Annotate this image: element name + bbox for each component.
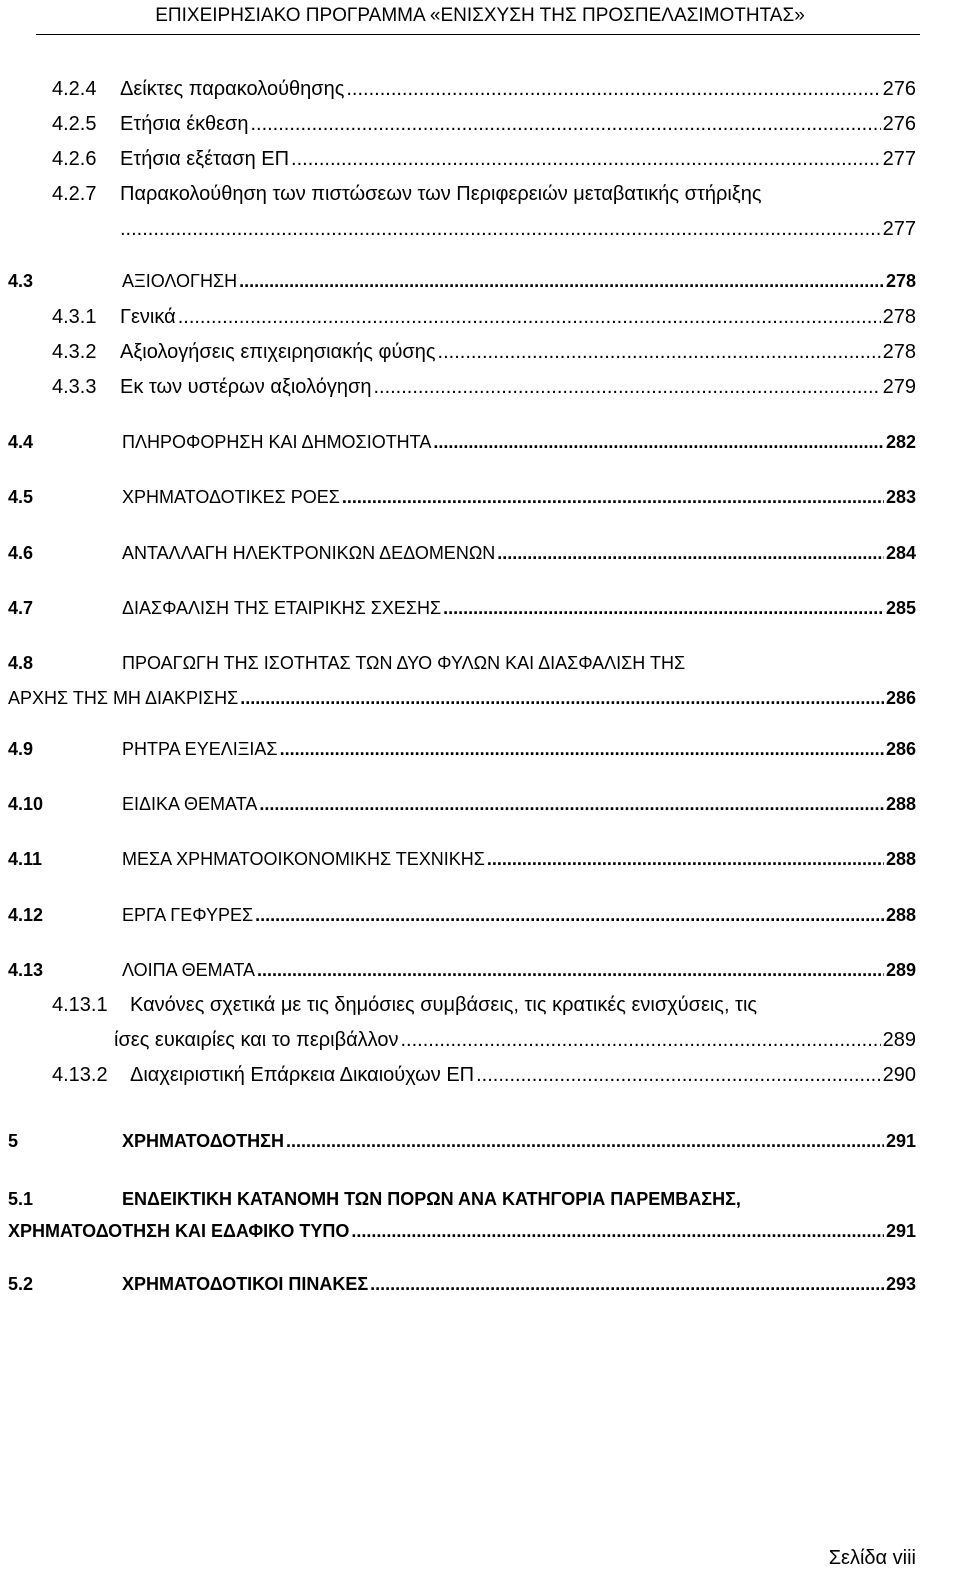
toc-entry[interactable] [8, 957, 916, 984]
toc-leader [443, 595, 884, 622]
toc-number: 4.13 [8, 960, 44, 980]
toc-number: 4.5 [8, 487, 34, 507]
toc-page: 284 [885, 543, 916, 563]
toc-title: Παρακολούθηση των πιστώσεων των Περιφερειών μεταβατικής στήριξης [120, 183, 762, 205]
toc-entry[interactable] [8, 268, 916, 295]
toc-leader [259, 791, 884, 818]
toc-title: Αξιολογήσεις επιχειρησιακής φύσης [120, 341, 436, 363]
toc-number: 4.6 [8, 543, 34, 563]
toc-number: 4.2.4 [52, 78, 97, 100]
toc-title: ΧΡΗΜΑΤΟΔΟΤΙΚΟΙ ΠΙΝΑΚΕΣ [122, 1274, 369, 1294]
toc-title: ΕΙΔΙΚΑ ΘΕΜΑΤΑ [122, 794, 258, 814]
toc-entry[interactable] [52, 146, 916, 173]
toc-page: 282 [885, 432, 916, 452]
toc-page: 291 [885, 1131, 916, 1151]
toc-title: Ετήσια εξέταση ΕΠ [120, 148, 290, 170]
toc-number: 5.2 [8, 1274, 34, 1294]
toc-title: Ετήσια έκθεση [120, 113, 249, 135]
toc-title: ΜΕΣΑ ΧΡΗΜΑΤΟΟΙΚΟΝΟΜΙΚΗΣ ΤΕΧΝΙΚΗΣ [122, 849, 485, 869]
toc-entry[interactable] [8, 1186, 916, 1248]
toc-page: 289 [885, 960, 916, 980]
toc-page: 288 [885, 794, 916, 814]
toc-number: 4.12 [8, 905, 44, 925]
toc-number: 4.8 [8, 653, 34, 673]
toc-leader [255, 902, 884, 929]
toc-number: 4.7 [8, 598, 34, 618]
toc-title: Κανόνες σχετικά με τις δημόσιες συμβάσεις, τις κρατικές ενισχύσεις, τις [130, 994, 758, 1016]
toc-entry[interactable] [8, 736, 916, 763]
toc-entry[interactable] [52, 374, 916, 401]
toc-title: Εκ των υστέρων αξιολόγηση [120, 376, 372, 398]
toc-entry[interactable] [8, 846, 916, 873]
toc-leader [240, 685, 884, 712]
toc-title: Δείκτες παρακολούθησης [120, 78, 345, 100]
toc-leader [400, 1027, 880, 1054]
toc-leader [476, 1062, 881, 1089]
toc-page: 288 [885, 849, 916, 869]
toc-entry[interactable] [8, 650, 916, 712]
toc-leader [291, 146, 881, 173]
toc-title: ΕΡΓΑ ΓΕΦΥΡΕΣ [122, 905, 254, 925]
toc-title: ΑΞΙΟΛΟΓΗΣΗ [122, 271, 238, 291]
toc-number: 4.10 [8, 794, 44, 814]
toc-leader [433, 429, 884, 456]
toc-leader [373, 374, 880, 401]
toc-title-continued: ΧΡΗΜΑΤΟΔΟΤΗΣΗ ΚΑΙ ΕΔΑΦΙΚΟ ΤΥΠΟ [8, 1221, 350, 1241]
toc-page: 278 [885, 271, 916, 291]
toc-page: 286 [885, 688, 916, 708]
toc-number: 4.2.6 [52, 148, 97, 170]
toc-leader [438, 339, 881, 366]
toc-title: ΧΡΗΜΑΤΟΔΟΤΗΣΗ [122, 1131, 284, 1151]
toc-title: ΑΝΤΑΛΛΑΓΗ ΗΛΕΚΤΡΟΝΙΚΩΝ ΔΕΔΟΜΕΝΩΝ [122, 543, 496, 563]
toc-number: 4.3.1 [52, 306, 97, 328]
toc-leader [280, 736, 884, 763]
toc-page: 293 [885, 1274, 916, 1294]
toc-leader [178, 304, 881, 331]
toc-entry[interactable] [8, 1271, 916, 1298]
toc-number: 4.13.2 [52, 1064, 108, 1086]
toc-leader [120, 216, 881, 243]
toc-number: 4.2.7 [52, 183, 97, 205]
toc-leader [497, 540, 884, 567]
toc-entry[interactable] [8, 540, 916, 567]
toc-title: ΠΡΟΑΓΩΓΗ ΤΗΣ ΙΣΟΤΗΤΑΣ ΤΩΝ ΔΥΟ ΦΥΛΩΝ ΚΑΙ ΔΙΑΣΦΑΛΙΣΗ ΤΗΣ [122, 653, 686, 673]
toc-leader [487, 846, 884, 873]
toc-page: 277 [882, 218, 916, 240]
toc-entry[interactable] [8, 902, 916, 929]
toc-number: 5 [8, 1131, 19, 1151]
page-number-footer: Σελίδα viii [828, 1547, 916, 1569]
toc-page: 278 [882, 341, 916, 363]
toc-entry[interactable] [52, 992, 916, 1054]
toc-leader [342, 484, 884, 511]
toc-page: 285 [885, 598, 916, 618]
toc-title: ΕΝΔΕΙΚΤΙΚΗ ΚΑΤΑΝΟΜΗ ΤΩΝ ΠΟΡΩΝ ΑΝΑ ΚΑΤΗΓΟΡΙΑ ΠΑΡΕΜΒΑΣΗΣ, [122, 1189, 741, 1209]
toc-leader [370, 1271, 884, 1298]
toc-page: 276 [882, 113, 916, 135]
toc-number: 4.3.2 [52, 341, 97, 363]
toc-entry[interactable] [52, 1062, 916, 1089]
toc-page: 283 [885, 487, 916, 507]
toc-title-continued: ΑΡΧΗΣ ΤΗΣ ΜΗ ΔΙΑΚΡΙΣΗΣ [8, 688, 239, 708]
toc-title-continued: ίσες ευκαιρίες και το περιβάλλον [114, 1029, 399, 1051]
toc-page: 291 [885, 1221, 916, 1241]
toc-entry[interactable] [8, 484, 916, 511]
toc-number: 4.4 [8, 432, 34, 452]
toc-leader [257, 957, 884, 984]
toc-number: 4.11 [8, 849, 43, 869]
toc-number: 5.1 [8, 1189, 34, 1209]
toc-entry[interactable] [52, 76, 916, 103]
toc-title: ΛΟΙΠΑ ΘΕΜΑΤΑ [122, 960, 255, 980]
toc-number: 4.13.1 [52, 994, 108, 1016]
toc-page: 288 [885, 905, 916, 925]
toc-entry[interactable] [52, 181, 916, 243]
toc-page: 290 [882, 1064, 916, 1086]
toc-leader [239, 268, 884, 295]
toc-leader [286, 1128, 884, 1155]
toc-number: 4.3.3 [52, 376, 97, 398]
toc-title: ΠΛΗΡΟΦΟΡΗΣΗ ΚΑΙ ΔΗΜΟΣΙΟΤΗΤΑ [122, 432, 432, 452]
toc-page: 276 [882, 78, 916, 100]
toc-page: 277 [882, 148, 916, 170]
toc-title: Διαχειριστική Επάρκεια Δικαιούχων ΕΠ [130, 1064, 475, 1086]
toc-number: 4.2.5 [52, 113, 97, 135]
toc-entry[interactable] [8, 1128, 916, 1155]
running-header: ΕΠΙΧΕΙΡΗΣΙΑΚΟ ΠΡΟΓΡΑΜΜΑ «ΕΝΙΣΧΥΣΗ ΤΗΣ ΠΡΟΣΠΕΛΑΣΙΜΟΤΗΤΑΣ» [155, 5, 805, 26]
toc-number: 4.3 [8, 271, 34, 291]
toc-entry[interactable] [52, 339, 916, 366]
toc-title: Γενικά [120, 306, 176, 328]
toc-leader [346, 76, 880, 103]
toc-leader [351, 1218, 884, 1245]
toc-page: 286 [885, 739, 916, 759]
toc-number: 4.9 [8, 739, 34, 759]
toc-page: 278 [882, 306, 916, 328]
toc-title: ΡΗΤΡΑ ΕΥΕΛΙΞΙΑΣ [122, 739, 278, 759]
toc-entry[interactable] [8, 791, 916, 818]
toc-entry[interactable] [52, 111, 916, 138]
toc-title: ΧΡΗΜΑΤΟΔΟΤΙΚΕΣ ΡΟΕΣ [122, 487, 340, 507]
toc-page: 289 [882, 1029, 916, 1051]
toc-leader [250, 111, 880, 138]
toc-entry[interactable] [8, 595, 916, 622]
toc-title: ΔΙΑΣΦΑΛΙΣΗ ΤΗΣ ΕΤΑΙΡΙΚΗΣ ΣΧΕΣΗΣ [122, 598, 442, 618]
toc-page: 279 [882, 376, 916, 398]
toc-entry[interactable] [52, 304, 916, 331]
toc-entry[interactable] [8, 429, 916, 456]
